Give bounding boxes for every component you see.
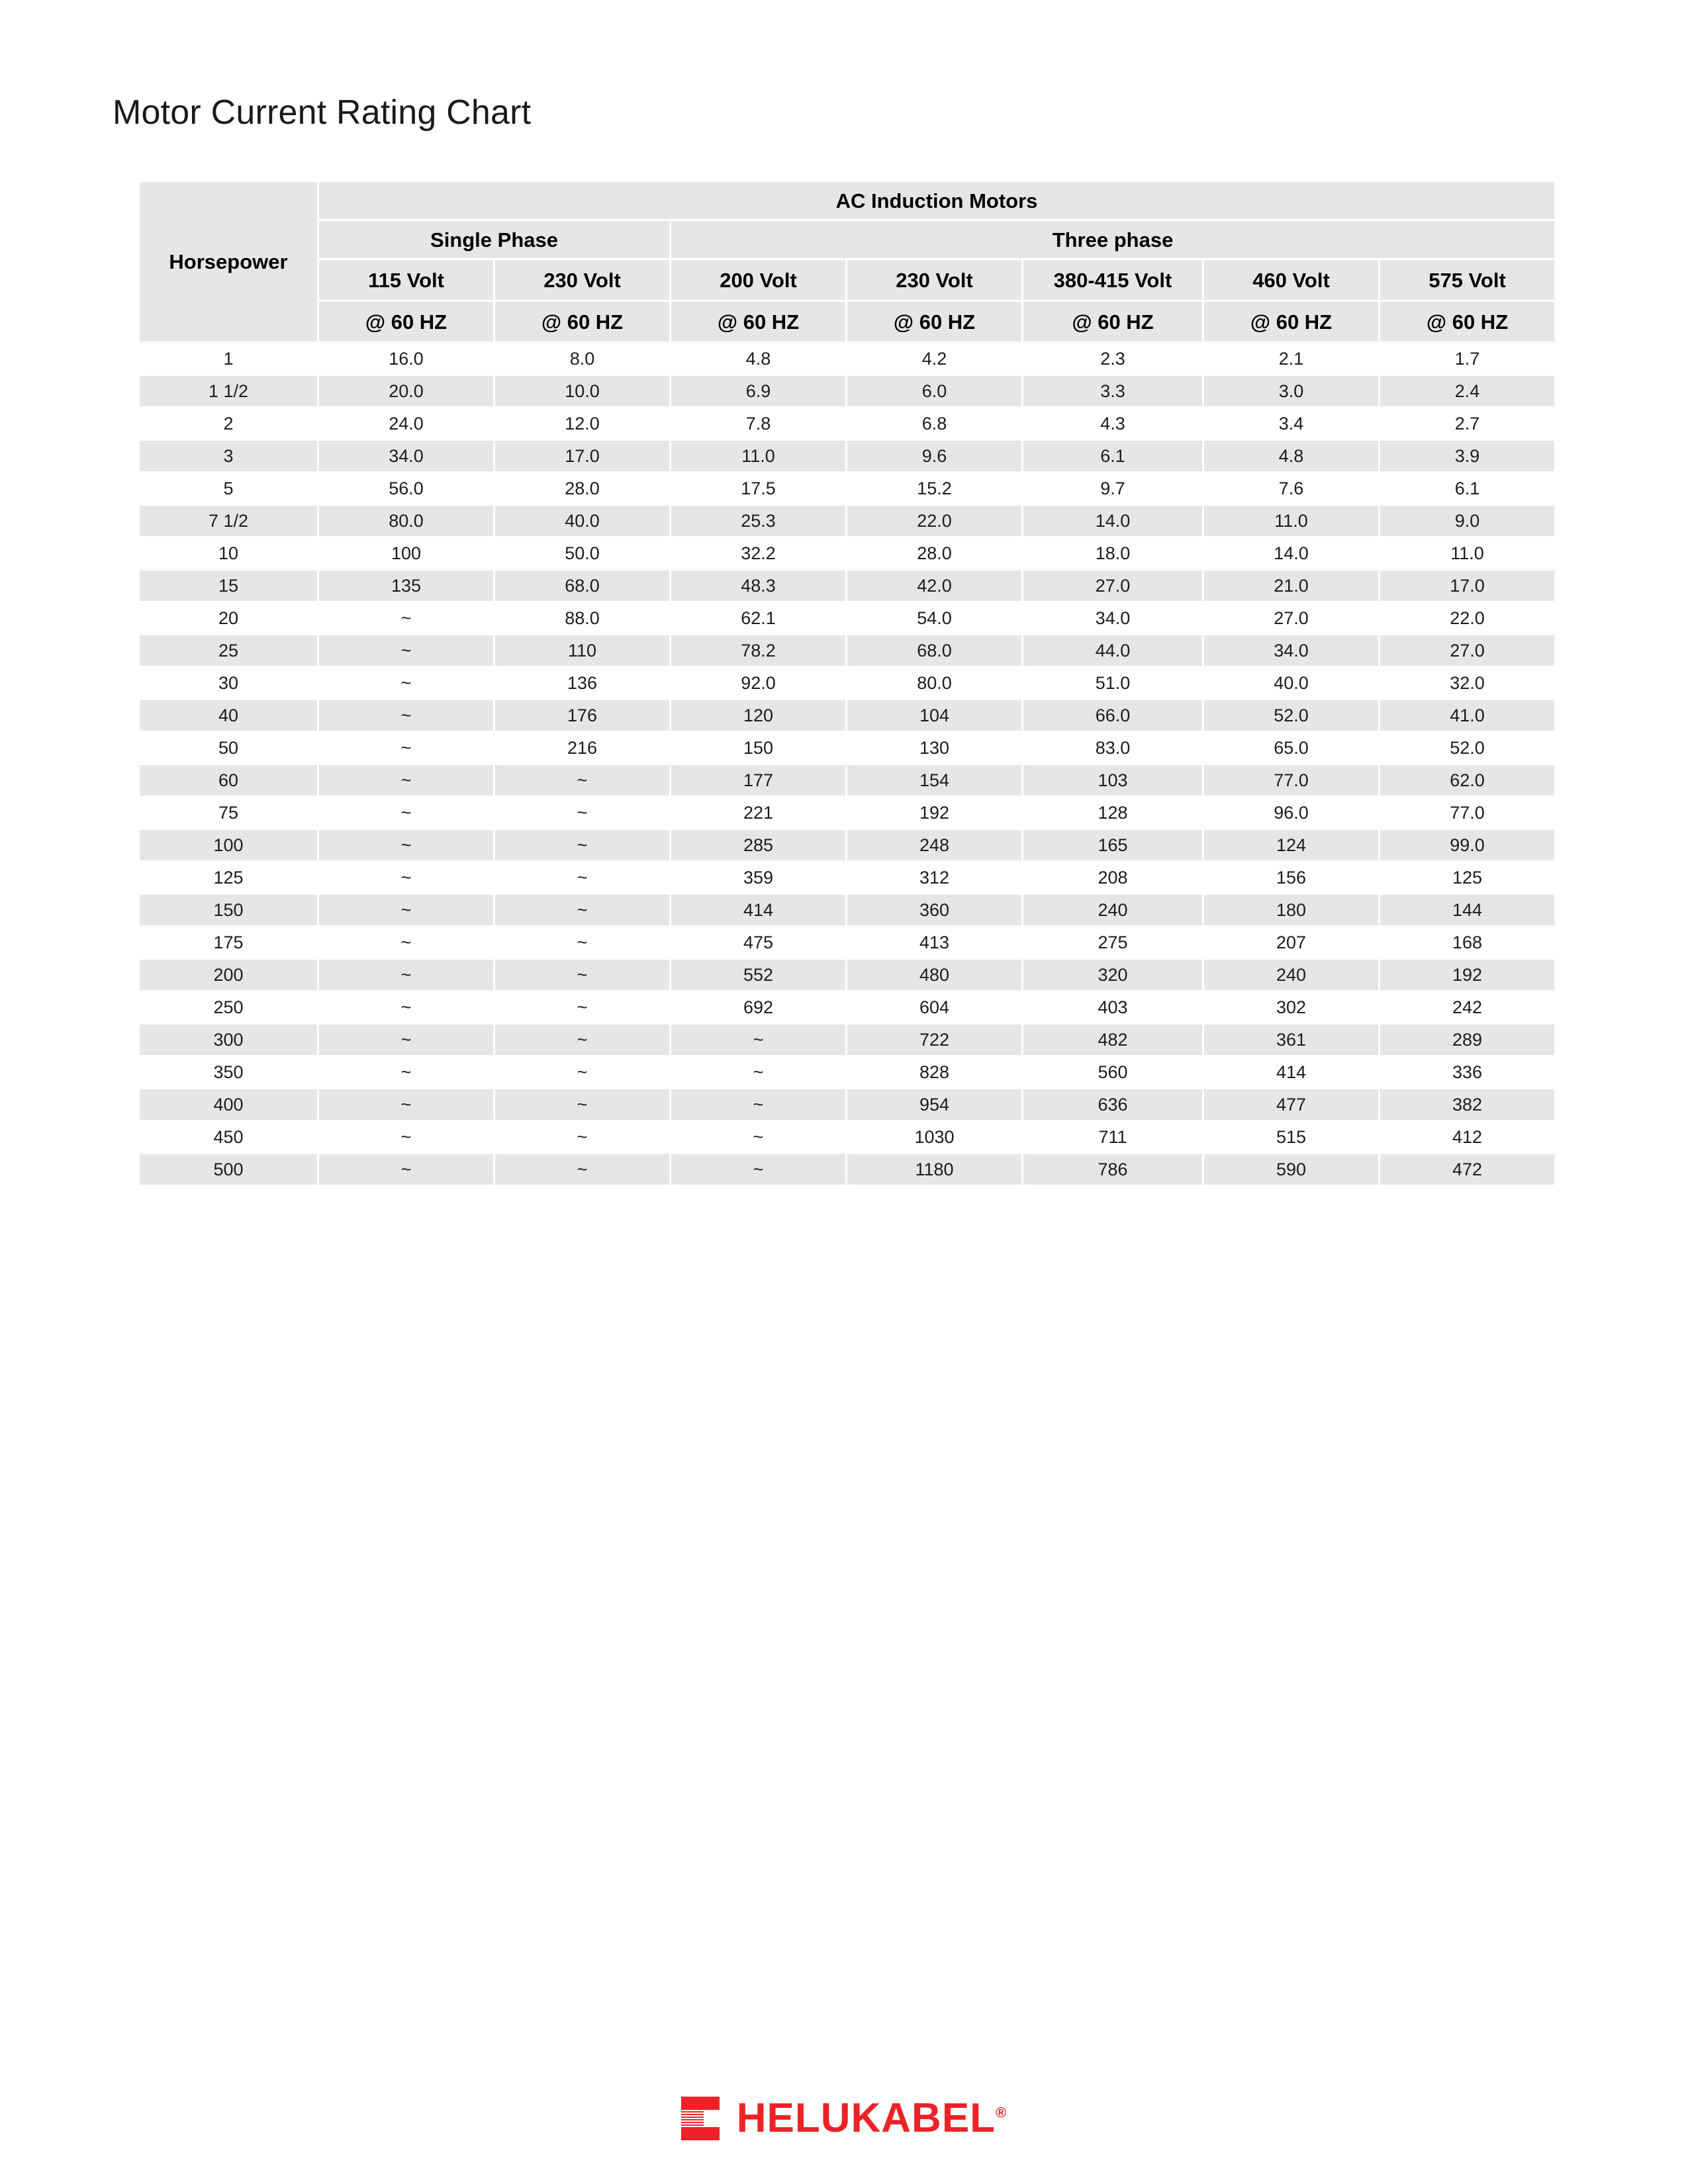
- cell-current-rating: 52.0: [1380, 733, 1554, 763]
- table-row: [140, 862, 1554, 893]
- column-header-voltage: 380-415 Volt: [1023, 260, 1202, 300]
- cell-current-rating: ~: [495, 992, 669, 1023]
- cell-current-rating: 154: [847, 765, 1021, 796]
- cell-current-rating: ~: [495, 1089, 669, 1120]
- cell-current-rating: 22.0: [1380, 603, 1554, 633]
- cell-current-rating: 6.9: [671, 376, 845, 406]
- cell-current-rating: 289: [1380, 1024, 1554, 1055]
- cell-current-rating: 156: [1204, 862, 1378, 893]
- cell-current-rating: ~: [671, 1154, 845, 1185]
- cell-current-rating: 8.0: [495, 343, 669, 374]
- cell-current-rating: 248: [847, 830, 1021, 860]
- brand-wordmark: [736, 2095, 1008, 2141]
- table-row: [140, 960, 1554, 990]
- cell-current-rating: 7.6: [1204, 473, 1378, 504]
- cell-current-rating: 28.0: [495, 473, 669, 504]
- table-row: [140, 1024, 1554, 1055]
- cell-current-rating: 3.0: [1204, 376, 1378, 406]
- table-row: [140, 635, 1554, 666]
- cell-current-rating: 207: [1204, 927, 1378, 958]
- cell-horsepower: 3: [140, 441, 317, 471]
- table-header: [140, 182, 1554, 341]
- column-header-frequency: @ 60 HZ: [495, 302, 669, 341]
- header-row-group-top: [140, 182, 1554, 219]
- cell-current-rating: ~: [319, 797, 493, 828]
- cell-horsepower: 20: [140, 603, 317, 633]
- cell-current-rating: 6.1: [1380, 473, 1554, 504]
- cell-current-rating: 96.0: [1204, 797, 1378, 828]
- cell-horsepower: 175: [140, 927, 317, 958]
- cell-horsepower: 400: [140, 1089, 317, 1120]
- cell-horsepower: 125: [140, 862, 317, 893]
- cell-current-rating: 68.0: [847, 635, 1021, 666]
- cell-current-rating: 6.0: [847, 376, 1021, 406]
- cell-current-rating: 18.0: [1023, 538, 1202, 569]
- column-header-frequency: @ 60 HZ: [1204, 302, 1378, 341]
- cell-current-rating: 124: [1204, 830, 1378, 860]
- cell-current-rating: ~: [319, 1154, 493, 1185]
- cell-current-rating: 361: [1204, 1024, 1378, 1055]
- column-header-frequency: @ 60 HZ: [1023, 302, 1202, 341]
- cell-current-rating: 9.7: [1023, 473, 1202, 504]
- column-header-frequency: @ 60 HZ: [319, 302, 493, 341]
- cell-current-rating: ~: [319, 700, 493, 731]
- cell-current-rating: 240: [1204, 960, 1378, 990]
- table-row: [140, 506, 1554, 536]
- cell-current-rating: ~: [319, 862, 493, 893]
- cell-current-rating: ~: [495, 1154, 669, 1185]
- cell-current-rating: 954: [847, 1089, 1021, 1120]
- cell-current-rating: ~: [319, 895, 493, 925]
- cell-current-rating: 50.0: [495, 538, 669, 569]
- cell-current-rating: 2.1: [1204, 343, 1378, 374]
- cell-horsepower: 30: [140, 668, 317, 698]
- column-header-horsepower: Horsepower: [140, 182, 317, 341]
- cell-current-rating: 412: [1380, 1122, 1554, 1152]
- cell-current-rating: 382: [1380, 1089, 1554, 1120]
- cell-current-rating: 17.5: [671, 473, 845, 504]
- column-header-frequency: @ 60 HZ: [1380, 302, 1554, 341]
- table-row: [140, 603, 1554, 633]
- header-row-frequency: [140, 302, 1554, 341]
- cell-current-rating: 4.3: [1023, 408, 1202, 439]
- cell-current-rating: 144: [1380, 895, 1554, 925]
- cell-current-rating: 130: [847, 733, 1021, 763]
- cell-current-rating: 285: [671, 830, 845, 860]
- cell-current-rating: 65.0: [1204, 733, 1378, 763]
- cell-current-rating: ~: [319, 1089, 493, 1120]
- cell-current-rating: 24.0: [319, 408, 493, 439]
- cell-current-rating: 9.6: [847, 441, 1021, 471]
- cell-horsepower: 7 1/2: [140, 506, 317, 536]
- cell-current-rating: 3.3: [1023, 376, 1202, 406]
- cell-current-rating: 590: [1204, 1154, 1378, 1185]
- header-row-phase-groups: [140, 221, 1554, 258]
- cell-current-rating: 25.3: [671, 506, 845, 536]
- cell-current-rating: 51.0: [1023, 668, 1202, 698]
- cell-current-rating: 80.0: [319, 506, 493, 536]
- cell-current-rating: 150: [671, 733, 845, 763]
- table-row: [140, 1154, 1554, 1185]
- cell-current-rating: 80.0: [847, 668, 1021, 698]
- cell-current-rating: ~: [319, 603, 493, 633]
- cell-current-rating: 42.0: [847, 570, 1021, 601]
- cell-current-rating: 135: [319, 570, 493, 601]
- cell-current-rating: 722: [847, 1024, 1021, 1055]
- cell-current-rating: 128: [1023, 797, 1202, 828]
- cell-current-rating: 41.0: [1380, 700, 1554, 731]
- motor-current-rating-table-wrapper: [138, 180, 1548, 1187]
- cell-horsepower: 10: [140, 538, 317, 569]
- cell-current-rating: ~: [495, 797, 669, 828]
- cell-current-rating: ~: [319, 927, 493, 958]
- cell-horsepower: 60: [140, 765, 317, 796]
- cell-horsepower: 200: [140, 960, 317, 990]
- table-row: [140, 1089, 1554, 1120]
- table-row: [140, 668, 1554, 698]
- cell-current-rating: 711: [1023, 1122, 1202, 1152]
- table-row: [140, 538, 1554, 569]
- cell-current-rating: ~: [319, 668, 493, 698]
- cell-current-rating: 10.0: [495, 376, 669, 406]
- cell-current-rating: 275: [1023, 927, 1202, 958]
- cell-current-rating: 110: [495, 635, 669, 666]
- cell-current-rating: 17.0: [495, 441, 669, 471]
- cell-horsepower: 300: [140, 1024, 317, 1055]
- cell-current-rating: 11.0: [1204, 506, 1378, 536]
- cell-current-rating: 77.0: [1380, 797, 1554, 828]
- cell-current-rating: 21.0: [1204, 570, 1378, 601]
- cell-current-rating: ~: [495, 862, 669, 893]
- table-row: [140, 895, 1554, 925]
- column-header-frequency: @ 60 HZ: [847, 302, 1021, 341]
- column-group-single-phase: Single Phase: [319, 221, 669, 258]
- page-title: Motor Current Rating Chart: [113, 93, 532, 132]
- cell-current-rating: 1180: [847, 1154, 1021, 1185]
- column-header-voltage: 115 Volt: [319, 260, 493, 300]
- cell-current-rating: ~: [319, 765, 493, 796]
- cell-current-rating: 552: [671, 960, 845, 990]
- cell-current-rating: 52.0: [1204, 700, 1378, 731]
- cell-current-rating: 165: [1023, 830, 1202, 860]
- cell-current-rating: 414: [1204, 1057, 1378, 1087]
- cell-current-rating: 62.1: [671, 603, 845, 633]
- cell-current-rating: ~: [671, 1057, 845, 1087]
- cell-current-rating: 786: [1023, 1154, 1202, 1185]
- footer-logo: [0, 2097, 1688, 2140]
- cell-current-rating: 104: [847, 700, 1021, 731]
- cell-current-rating: 604: [847, 992, 1021, 1023]
- cell-current-rating: 14.0: [1204, 538, 1378, 569]
- table-row: [140, 765, 1554, 796]
- cell-current-rating: ~: [495, 927, 669, 958]
- cell-current-rating: 221: [671, 797, 845, 828]
- cell-current-rating: 34.0: [1023, 603, 1202, 633]
- cell-current-rating: 360: [847, 895, 1021, 925]
- table-row: [140, 376, 1554, 406]
- cell-current-rating: 83.0: [1023, 733, 1202, 763]
- cell-current-rating: 66.0: [1023, 700, 1202, 731]
- cell-current-rating: 6.1: [1023, 441, 1202, 471]
- cell-current-rating: ~: [319, 635, 493, 666]
- cell-current-rating: 78.2: [671, 635, 845, 666]
- column-header-voltage: 460 Volt: [1204, 260, 1378, 300]
- registered-trademark-icon: ®: [996, 2104, 1008, 2121]
- brand-name-text: HELUKABEL: [736, 2095, 996, 2141]
- column-header-voltage: 575 Volt: [1380, 260, 1554, 300]
- column-header-voltage: 200 Volt: [671, 260, 845, 300]
- cell-current-rating: 3.4: [1204, 408, 1378, 439]
- cell-horsepower: 1: [140, 343, 317, 374]
- cell-current-rating: ~: [319, 830, 493, 860]
- cell-current-rating: 692: [671, 992, 845, 1023]
- cell-horsepower: 1 1/2: [140, 376, 317, 406]
- cell-current-rating: 208: [1023, 862, 1202, 893]
- table-row: [140, 700, 1554, 731]
- cell-current-rating: ~: [495, 1122, 669, 1152]
- column-header-frequency: @ 60 HZ: [671, 302, 845, 341]
- cell-current-rating: 34.0: [1204, 635, 1378, 666]
- cell-current-rating: 77.0: [1204, 765, 1378, 796]
- cell-current-rating: ~: [319, 1057, 493, 1087]
- cell-current-rating: 16.0: [319, 343, 493, 374]
- cell-current-rating: 413: [847, 927, 1021, 958]
- cell-horsepower: 500: [140, 1154, 317, 1185]
- cell-current-rating: 403: [1023, 992, 1202, 1023]
- cell-current-rating: 32.0: [1380, 668, 1554, 698]
- cell-horsepower: 250: [140, 992, 317, 1023]
- cell-current-rating: 180: [1204, 895, 1378, 925]
- cell-current-rating: 62.0: [1380, 765, 1554, 796]
- cell-current-rating: ~: [671, 1122, 845, 1152]
- table-row: [140, 992, 1554, 1023]
- cell-current-rating: 14.0: [1023, 506, 1202, 536]
- cell-horsepower: 2: [140, 408, 317, 439]
- cell-current-rating: 99.0: [1380, 830, 1554, 860]
- cell-current-rating: 4.2: [847, 343, 1021, 374]
- column-header-voltage: 230 Volt: [847, 260, 1021, 300]
- cell-current-rating: 477: [1204, 1089, 1378, 1120]
- cell-current-rating: 125: [1380, 862, 1554, 893]
- cell-current-rating: 828: [847, 1057, 1021, 1087]
- table-row: [140, 1057, 1554, 1087]
- table-row: [140, 343, 1554, 374]
- cell-current-rating: 136: [495, 668, 669, 698]
- table-row: [140, 733, 1554, 763]
- cell-current-rating: 216: [495, 733, 669, 763]
- cell-current-rating: 68.0: [495, 570, 669, 601]
- cell-current-rating: 100: [319, 538, 493, 569]
- cell-horsepower: 50: [140, 733, 317, 763]
- helukabel-mark-icon: [681, 2097, 720, 2140]
- cell-current-rating: ~: [319, 733, 493, 763]
- table-body: [140, 343, 1554, 1185]
- cell-current-rating: 27.0: [1380, 635, 1554, 666]
- cell-current-rating: ~: [319, 960, 493, 990]
- header-row-voltages: [140, 260, 1554, 300]
- cell-horsepower: 40: [140, 700, 317, 731]
- cell-current-rating: 4.8: [1204, 441, 1378, 471]
- cell-current-rating: 48.3: [671, 570, 845, 601]
- table-row: [140, 408, 1554, 439]
- helukabel-logo: [681, 2097, 1008, 2140]
- cell-current-rating: 17.0: [1380, 570, 1554, 601]
- cell-current-rating: ~: [671, 1089, 845, 1120]
- cell-current-rating: 636: [1023, 1089, 1202, 1120]
- cell-current-rating: 11.0: [1380, 538, 1554, 569]
- cell-current-rating: 92.0: [671, 668, 845, 698]
- cell-current-rating: 475: [671, 927, 845, 958]
- cell-current-rating: 177: [671, 765, 845, 796]
- cell-current-rating: ~: [495, 765, 669, 796]
- cell-horsepower: 150: [140, 895, 317, 925]
- cell-current-rating: 320: [1023, 960, 1202, 990]
- cell-current-rating: 1.7: [1380, 343, 1554, 374]
- column-group-ac-induction-motors: AC Induction Motors: [319, 182, 1554, 219]
- cell-current-rating: 20.0: [319, 376, 493, 406]
- cell-current-rating: 2.4: [1380, 376, 1554, 406]
- cell-current-rating: 11.0: [671, 441, 845, 471]
- cell-horsepower: 5: [140, 473, 317, 504]
- cell-current-rating: 312: [847, 862, 1021, 893]
- table-row: [140, 927, 1554, 958]
- cell-current-rating: 22.0: [847, 506, 1021, 536]
- cell-current-rating: 4.8: [671, 343, 845, 374]
- cell-current-rating: 40.0: [1204, 668, 1378, 698]
- cell-current-rating: 27.0: [1204, 603, 1378, 633]
- table-row: [140, 570, 1554, 601]
- cell-current-rating: 482: [1023, 1024, 1202, 1055]
- table-row: [140, 473, 1554, 504]
- table-row: [140, 441, 1554, 471]
- cell-current-rating: 120: [671, 700, 845, 731]
- cell-current-rating: 27.0: [1023, 570, 1202, 601]
- cell-current-rating: 44.0: [1023, 635, 1202, 666]
- cell-current-rating: ~: [495, 830, 669, 860]
- cell-current-rating: 192: [1380, 960, 1554, 990]
- table-row: [140, 830, 1554, 860]
- cell-current-rating: 480: [847, 960, 1021, 990]
- cell-current-rating: 54.0: [847, 603, 1021, 633]
- cell-current-rating: 1030: [847, 1122, 1021, 1152]
- cell-current-rating: ~: [495, 1057, 669, 1087]
- cell-current-rating: 414: [671, 895, 845, 925]
- cell-current-rating: ~: [495, 895, 669, 925]
- cell-horsepower: 25: [140, 635, 317, 666]
- cell-current-rating: 302: [1204, 992, 1378, 1023]
- cell-horsepower: 75: [140, 797, 317, 828]
- cell-current-rating: 32.2: [671, 538, 845, 569]
- cell-horsepower: 450: [140, 1122, 317, 1152]
- cell-current-rating: 336: [1380, 1057, 1554, 1087]
- cell-current-rating: 192: [847, 797, 1021, 828]
- cell-current-rating: 240: [1023, 895, 1202, 925]
- cell-current-rating: 2.3: [1023, 343, 1202, 374]
- cell-current-rating: 56.0: [319, 473, 493, 504]
- column-group-three-phase: Three phase: [671, 221, 1554, 258]
- cell-current-rating: 168: [1380, 927, 1554, 958]
- cell-current-rating: ~: [495, 960, 669, 990]
- cell-current-rating: 12.0: [495, 408, 669, 439]
- table-row: [140, 1122, 1554, 1152]
- cell-current-rating: ~: [319, 1024, 493, 1055]
- cell-current-rating: 28.0: [847, 538, 1021, 569]
- cell-current-rating: ~: [495, 1024, 669, 1055]
- cell-current-rating: 472: [1380, 1154, 1554, 1185]
- column-header-voltage: 230 Volt: [495, 260, 669, 300]
- cell-horsepower: 100: [140, 830, 317, 860]
- cell-current-rating: 242: [1380, 992, 1554, 1023]
- cell-current-rating: 40.0: [495, 506, 669, 536]
- motor-current-rating-table: [138, 180, 1556, 1187]
- cell-current-rating: ~: [671, 1024, 845, 1055]
- cell-horsepower: 15: [140, 570, 317, 601]
- cell-current-rating: ~: [319, 1122, 493, 1152]
- cell-current-rating: 15.2: [847, 473, 1021, 504]
- cell-current-rating: 3.9: [1380, 441, 1554, 471]
- cell-current-rating: 7.8: [671, 408, 845, 439]
- cell-current-rating: 176: [495, 700, 669, 731]
- cell-current-rating: 560: [1023, 1057, 1202, 1087]
- cell-current-rating: 88.0: [495, 603, 669, 633]
- cell-current-rating: 103: [1023, 765, 1202, 796]
- cell-current-rating: 359: [671, 862, 845, 893]
- cell-current-rating: 2.7: [1380, 408, 1554, 439]
- cell-horsepower: 350: [140, 1057, 317, 1087]
- cell-current-rating: ~: [319, 992, 493, 1023]
- cell-current-rating: 6.8: [847, 408, 1021, 439]
- cell-current-rating: 515: [1204, 1122, 1378, 1152]
- table-row: [140, 797, 1554, 828]
- cell-current-rating: 9.0: [1380, 506, 1554, 536]
- cell-current-rating: 34.0: [319, 441, 493, 471]
